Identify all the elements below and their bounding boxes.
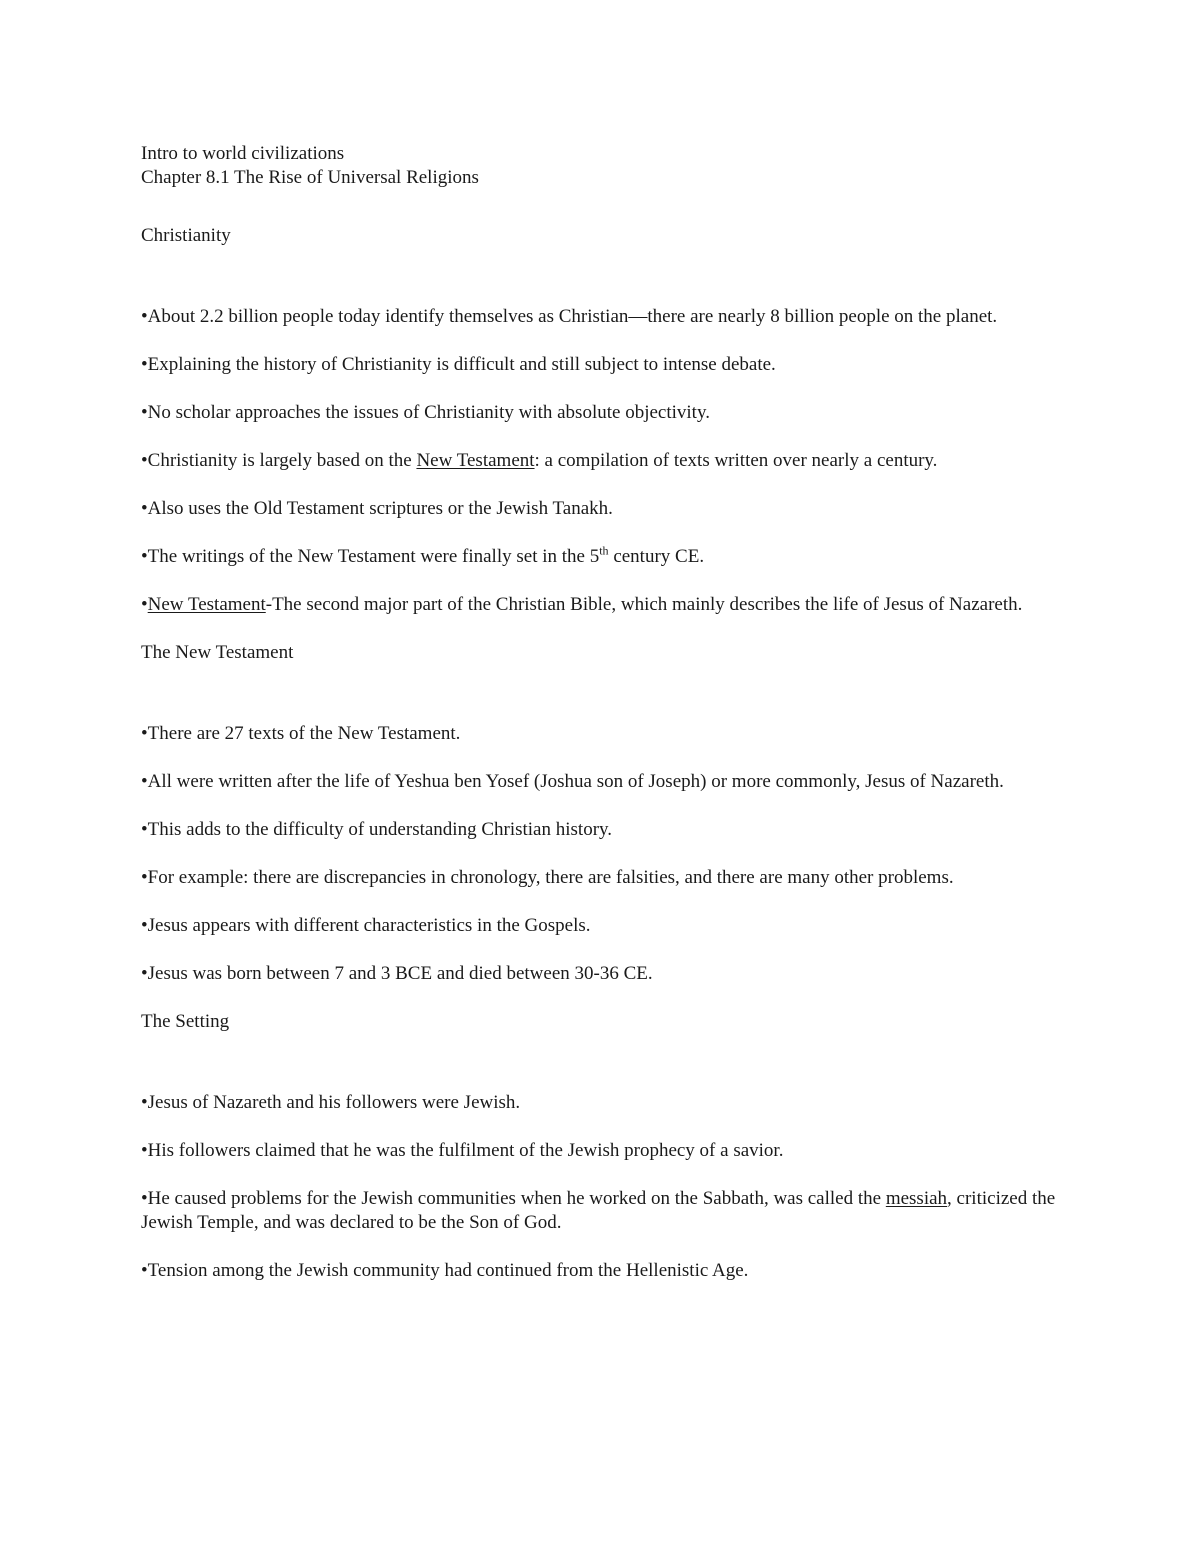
bullet-item: •Christianity is largely based on the New Testament: a compilation of texts written over nearly a century. <box>141 450 938 471</box>
bullet-item: •His followers claimed that he was the fulfilment of the Jewish prophecy of a savior. <box>141 1140 784 1161</box>
bullet-item: •All were written after the life of Yeshua ben Yosef (Joshua son of Joseph) or more commonly, Jesus of Nazareth. <box>141 771 1004 792</box>
bullet-item: •For example: there are discrepancies in chronology, there are falsities, and there are many other problems. <box>141 867 954 888</box>
course-title: Intro to world civilizations <box>141 143 345 164</box>
chapter-title: Chapter 8.1 The Rise of Universal Religions <box>141 167 479 188</box>
bullet-item: •Jesus was born between 7 and 3 BCE and died between 30-36 CE. <box>141 963 653 984</box>
bullet-item: •This adds to the difficulty of understanding Christian history. <box>141 819 613 840</box>
document-page <box>141 142 1061 1283</box>
term-new-testament: New Testament <box>416 450 535 471</box>
bullet-item: •New Testament-The second major part of the Christian Bible, which mainly describes the life of Jesus of Nazareth. <box>141 594 1023 615</box>
term-new-testament: New Testament <box>147 594 266 615</box>
bullet-item: •The writings of the New Testament were finally set in the 5th century CE. <box>141 543 705 567</box>
bullet-item: •About 2.2 billion people today identify themselves as Christian—there are nearly 8 billion people on the planet. <box>141 306 998 327</box>
term-messiah: messiah <box>885 1188 948 1209</box>
bullet-item: •Jesus appears with different characteristics in the Gospels. <box>141 915 591 936</box>
bullet-item: •Jesus of Nazareth and his followers were Jewish. <box>141 1092 521 1113</box>
bullet-item: •Tension among the Jewish community had continued from the Hellenistic Age. <box>141 1260 749 1281</box>
bullet-item: •He caused problems for the Jewish communities when he worked on the Sabbath, was called the messiah, criticized the Jewish Temple, and was declared to be the Son of God. <box>141 1188 1056 1233</box>
bullet-item: •Explaining the history of Christianity is difficult and still subject to intense debate. <box>141 354 776 375</box>
bullet-item: •Also uses the Old Testament scriptures or the Jewish Tanakh. <box>141 498 613 519</box>
section-heading-christianity: Christianity <box>141 225 231 246</box>
bullet-item: •No scholar approaches the issues of Christianity with absolute objectivity. <box>141 402 710 423</box>
section-heading-setting: The Setting <box>141 1011 230 1032</box>
ordinal-suffix: th <box>599 543 609 558</box>
section-heading-new-testament: The New Testament <box>141 642 294 663</box>
bullet-item: •There are 27 texts of the New Testament. <box>141 723 461 744</box>
